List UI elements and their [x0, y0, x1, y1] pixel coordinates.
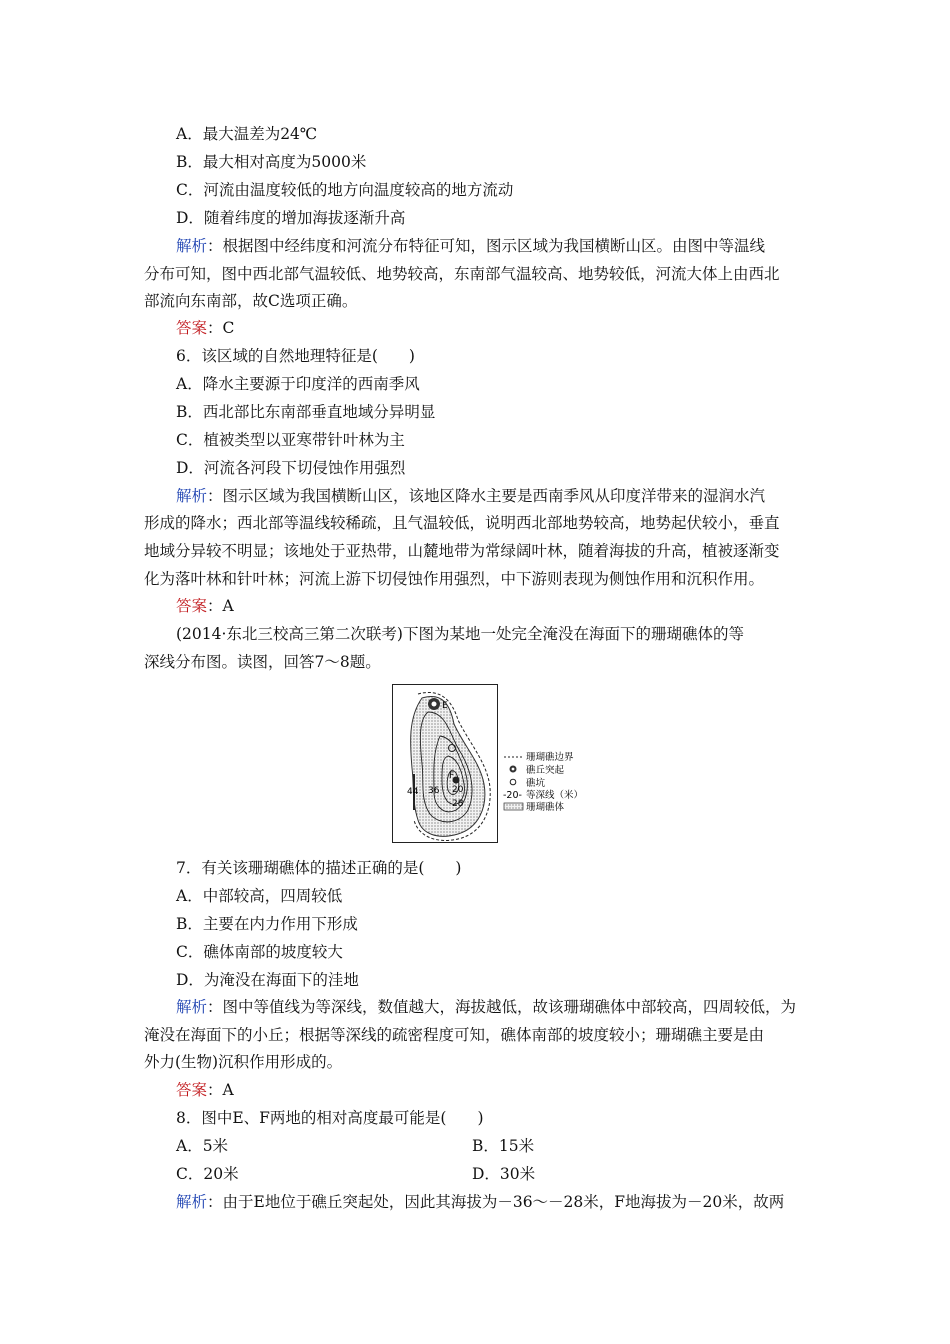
q8-option-row-2 [176, 1164, 536, 1184]
contour-label-36: 36 [428, 786, 440, 796]
analysis-label: 解析 [176, 998, 208, 1016]
legend-boundary: 珊瑚礁边界 [526, 752, 574, 763]
q6-stem: 6．该区域的自然地理特征是( ) [176, 347, 415, 365]
legend-knoll: 礁丘突起 [526, 765, 565, 776]
q5-option-a: A．最大温差为24℃ [176, 125, 318, 143]
q7-answer: 答案：A [176, 1081, 234, 1099]
q5-analysis-line-3: 部流向东南部，故C选项正确。 [144, 292, 358, 310]
legend-contour: 等深线（米） [526, 790, 584, 801]
q8-option-row-1 [176, 1136, 535, 1156]
contour-label-20: 20 [452, 785, 464, 795]
q5-analysis-line-2: 分布可知，图中西北部气温较低、地势较高，东南部气温较高、地势较低，河流大体上由西北 [144, 265, 780, 283]
q7-analysis-line-2: 淹没在海面下的小丘；根据等深线的疏密程度可知，礁体南部的坡度较小；珊瑚礁主要是由 [144, 1026, 765, 1044]
answer-label: 答案 [176, 319, 208, 337]
q6-analysis-line-3: 地域分异较不明显；该地处于亚热带，山麓地带为常绿阔叶林，随着海拔的升高，植被逐渐变 [144, 542, 780, 560]
q6-option-d: D．河流各河段下切侵蚀作用强烈 [176, 459, 406, 477]
q8-option-a: A．5米 [176, 1137, 229, 1155]
q8-option-b: B．15米 [472, 1137, 535, 1155]
q8-option-d: D．30米 [472, 1165, 536, 1183]
q5-option-d: D．随着纬度的增加海拔逐渐升高 [176, 209, 406, 227]
q7-option-b: B．主要在内力作用下形成 [176, 915, 358, 933]
answer-label: 答案 [176, 597, 208, 615]
intro-line-2: 深线分布图。读图，回答7～8题。 [144, 653, 381, 671]
legend-reef: 珊瑚礁体 [526, 802, 565, 813]
point-label-f: F [449, 771, 455, 781]
legend-contour-marker: -20- [503, 790, 522, 801]
legend-reef-swatch [504, 803, 523, 810]
q5-answer: 答案：C [176, 319, 235, 337]
q6-option-a: A．降水主要源于印度洋的西南季风 [176, 375, 420, 393]
analysis-label: 解析 [176, 487, 208, 505]
q7-analysis-line-3: 外力(生物)沉积作用形成的。 [144, 1053, 343, 1071]
legend-pit: 礁坑 [526, 778, 546, 789]
q7-option-a: A．中部较高，四周较低 [176, 887, 343, 905]
intro-line-1: (2014·东北三校高三第二次联考)下图为某地一处完全淹没在海面下的珊瑚礁体的等 [176, 625, 744, 643]
q8-analysis-line-1: 解析：由于E地位于礁丘突起处，因此其海拔为－36～－28米，F地海拔为－20米，故两 [176, 1193, 785, 1211]
contour-label-44: 44 [407, 787, 419, 797]
q5-analysis-line-1: 解析：根据图中经纬度和河流分布特征可知，图示区域为我国横断山区。由图中等温线 [176, 237, 766, 255]
coral-reef-depth-map [392, 684, 602, 844]
analysis-label: 解析 [176, 237, 208, 255]
answer-label: 答案 [176, 1081, 208, 1099]
q6-analysis-line-1: 解析：图示区域为我国横断山区，该地区降水主要是西南季风从印度洋带来的湿润水汽 [176, 487, 766, 505]
q7-analysis-line-1: 解析：图中等值线为等深线，数值越大，海拔越低，故该珊瑚礁体中部较高，四周较低，为 [176, 998, 797, 1016]
q8-stem: 8．图中E、F两地的相对高度最可能是( ) [176, 1109, 484, 1127]
q6-analysis-line-4: 化为落叶林和针叶林；河流上游下切侵蚀作用强烈，中下游则表现为侧蚀作用和沉积作用。 [144, 570, 765, 588]
q6-option-c: C．植被类型以亚寒带针叶林为主 [176, 431, 405, 449]
q7-stem: 7．有关该珊瑚礁体的描述正确的是( ) [176, 859, 462, 877]
q6-answer: 答案：A [176, 597, 234, 615]
analysis-label: 解析 [176, 1193, 208, 1211]
q6-option-b: B．西北部比东南部垂直地域分异明显 [176, 403, 436, 421]
point-label-e: E [442, 701, 448, 711]
q6-analysis-line-2: 形成的降水；西北部等温线较稀疏，且气温较低，说明西北部地势较高，地势起伏较小，垂直 [144, 514, 780, 532]
q5-option-c: C．河流由温度较低的地方向温度较高的地方流动 [176, 181, 514, 199]
q8-option-c: C．20米 [176, 1165, 239, 1183]
q5-option-b: B．最大相对高度为5000米 [176, 153, 367, 171]
q7-option-d: D．为淹没在海面下的洼地 [176, 971, 359, 989]
contour-label-28: 28 [452, 799, 464, 809]
legend-pit-swatch [510, 779, 516, 785]
q7-option-c: C．礁体南部的坡度较大 [176, 943, 343, 961]
